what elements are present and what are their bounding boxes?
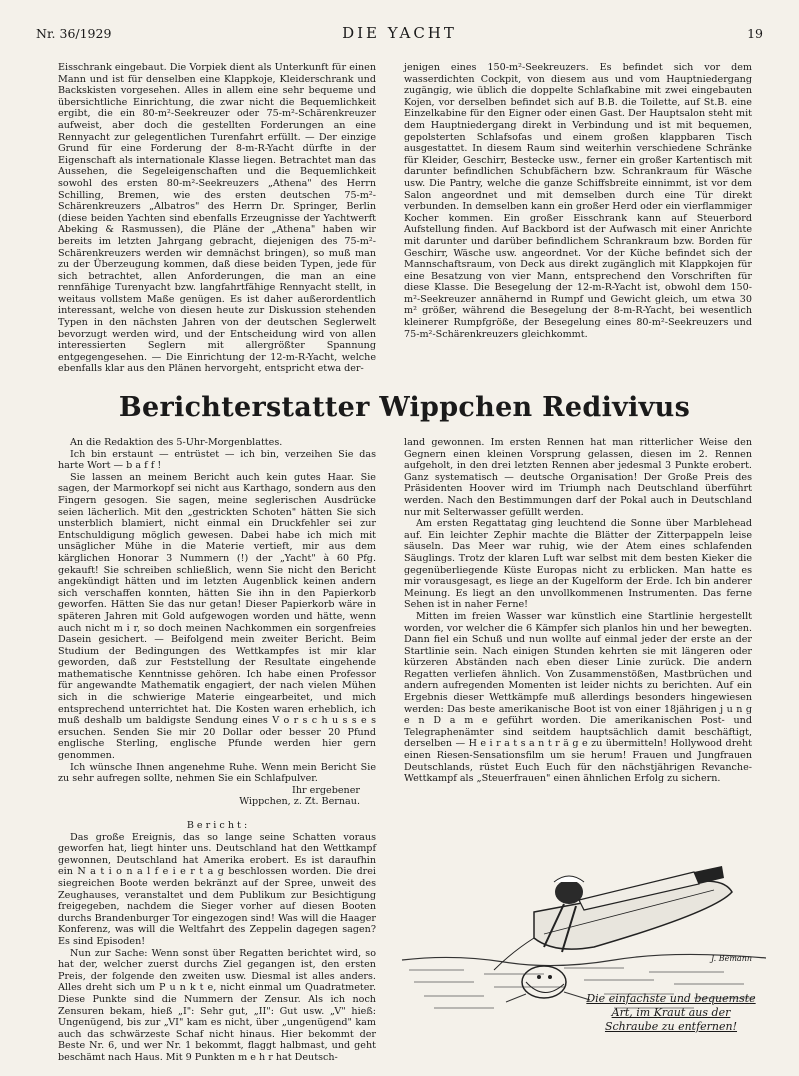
article-column-top-left xyxy=(58,62,376,375)
article-headline: Berichterstatter Wippchen Redivivus xyxy=(118,392,691,423)
paragraph: Eisschrank eingebaut. Die Vorpiek dient als Unterkunft für einen Mann und ist für denselben eine Klappkoje, Kleiderschrank und Backskisten vorgesehen. Alles in allem eine sehr bequeme und übersichtliche Einrichtung, die zwar nicht die Bequemlichkeit ergibt, die ein 80-m²-Seekreuzer oder 75-m²-Schärenkreuzer aufweist, aber doch die gestellten Forderungen an eine Rennyacht zur gelegentlichen Turenfahrt erfüllt. — Der einzige Grund für eine Forderung der 8-m-R-Yacht dürfte in der Eigenschaft als internationale Klasse liegen. Betrachtet man das Aussehen, die Segeleigenschaften und die Bequemlichkeit sowohl des ersten 80-m²-Seekreuzers „Athena" des Herrn Schilling, Bremen, wie des ersten deutschen 75-m²-Schärenkreuzers „Albatros" des Herrn Dr. Springer, Berlin (diese beiden Yachten sind ebenfalls Erzeugnisse der Yachtwerft Abeking & Rasmussen), die Pläne der „Athena" haben wir bereits im letzten Jahrgang gebracht, diejenigen des 75-m²-Schärenkreuzers werden wir demnächst bringen), so muß man zu der Überzeugung kommen, daß diese beiden Typen, jede für sich betrachtet, allen Anforderungen, die man an eine rennfähige Turenyacht bzw. langfahrtfähige Rennyacht stellt, in weitaus vollstem Maße genügen. Es ist daher außerordentlich interessant, welche von diesen heute zur Diskussion stehenden Typen in den nächsten Jahren von der deutschen Seglerwelt bevorzugt werden wird, und der Entscheidung wird von allen interessierten Seglern mit allergrößter Spannung entgegengesehen. — Die Einrichtung der 12-m-R-Yacht, welche ebenfalls klar aus den Plänen hervorgeht, entspricht etwa der- xyxy=(58,62,376,375)
paragraph: Das große Ereignis, das so lange seine Schatten voraus geworfen hat, liegt hinter uns. Deutschland hat den Wettkampf gewonnen, Deutschland hat Amerika erobert. Es ist daraufhin ein N a t i o n a l f e i e r t a g beschlossen worden. Die drei siegreichen Boote werden bekränzt auf der Spree, unweit des Zeughauses, veranstaltet und dem Publikum zur Besichtigung freigegeben, nachdem die Sieger vorher auf diesen Booten durchs Brandenburger Tor eingezogen sind! Was will die Haager Konferenz, was will die Weltfahrt des Zeppelin dagegen sagen? Es sind Episoden! xyxy=(58,831,376,947)
caption-line: Schraube zu entfernen! xyxy=(604,1020,738,1033)
magazine-title: DIE YACHT xyxy=(342,24,457,42)
report-heading: B e r i c h t : xyxy=(186,820,248,831)
cartoon-illustration xyxy=(394,842,774,1062)
issue-number: Nr. 36/1929 xyxy=(36,26,112,41)
paragraph: Ich bin erstaunt — entrüstet — ich bin, verzeihen Sie das harte Wort — b a f f ! xyxy=(58,448,376,472)
paragraph: Ich wünsche Ihnen angenehme Ruhe. Wenn mein Bericht Sie zu sehr aufregen sollte, nehmen Sie ein Schlafpulver. xyxy=(58,761,376,785)
letter-signature: Wippchen, z. Zt. Bernau. xyxy=(239,796,360,808)
caption-line: Die einfachste und bequemste xyxy=(586,992,756,1005)
artist-signature: J. Bemann xyxy=(711,954,752,963)
paragraph: Am ersten Regattatag ging leuchtend die Sonne über Marblehead auf. Ein leichter Zephir machte die Blätter der Zitterpappeln leise säuseln. Das Meer war ruhig, wie der Atem eines schlafenden Säuglings. Trotz der klaren Luft war selbst mit dem besten Kieker die gegenüberliegende Küste Europas nicht zu erblicken. Man hatte es mir vorausgesagt, es liege an der Kugelform der Erde. Ich bin anderer Meinung. Es liegt an den unvollkommenen Instrumenten. Das ferne Sehen ist in naher Ferne! xyxy=(404,518,752,611)
paragraph: Nun zur Sache: Wenn sonst über Regatten berichtet wird, so hat der, welcher zuerst durchs Ziel gegangen ist, den ersten Preis, der folgende den zweiten usw. Diesmal ist alles anders. Alles dreht sich um P u n k t e, nicht einmal um Quadratmeter. Diese Punkte sind die Nummern der Zensur. Als ich noch Zensuren bekam, hieß „I": Sehr gut, „II": Gut usw. „V" hieß: Ungenügend, bis zur „VI" kam es nicht, über „ungenügend" kam auch das schwärzeste Schaf nicht hinaus. Hier bekommt der Beste Nr. 6, und wer Nr. 1 bekommt, flaggt halbmast, und geht beschämt nach Haus. Mit 9 Punkten m e h r hat Deutsch- xyxy=(58,947,376,1063)
letter-address: An die Redaktion des 5-Uhr-Morgenblattes. xyxy=(70,437,283,448)
cartoon-caption xyxy=(586,992,756,1034)
paragraph: Sie lassen an meinem Bericht auch kein gutes Haar. Sie sagen, der Marmorkopf sei nicht aus Karthago, sondern aus den Fingern gesogen. Sie sagen, meine seglerischen Ausdrücke seien lächerlich. Mit den „gestrickten Schoten" hätten Sie sich unsterblich blamiert, nicht einmal ein Druckfehler sei zur Entschuldigung möglich gewesen. Dabei habe ich mich mit unsäglicher Mühe in die Materie vertieft, mir aus dem kärglichen Honorar 3 Nummern (!) der „Yacht" à 60 Pfg. gekauft! Sie schreiben schließlich, wenn Sie nicht den Bericht angekündigt hätten und im letzten Augenblick keinen andern sich verschaffen konnten, hätten Sie ihn in den Papierkorb geworfen. Hätten Sie das nur getan! Dieser Papierkorb wäre in späteren Jahren mit Gold aufgewogen worden und hätte, wenn auch nicht m i r, so doch meinen Nachkommen ein sorgenfreies Dasein gesichert. — Beifolgend mein zweiter Bericht. Beim Studium der Bedingungen des Wettkampfes ist mir klar geworden, daß zur Feststellung der Resultate eingehende mathematische Kenntnisse gehören. Ich habe einen Professor für angewandte Mathematik engagiert, der nach vielen Mühen sich in die schwierige Materie eingearbeitet, und mich entsprechend unterrichtet hat. Die Kosten waren erheblich, ich muß deshalb um baldigste Sendung eines V o r s c h u s s e s ersuchen. Senden Sie mir 20 Dollar oder besser 20 Pfund englische Sterling, englische Pfunde werden hier gern genommen. xyxy=(58,471,376,762)
paragraph: land gewonnen. Im ersten Rennen hat man ritterlicher Weise den Gegnern einen kleinen Vorsprung gelassen, diesen im 2. Rennen aufgeholt, in den drei letzten Rennen aber jedesmal 3 Punkte erobert. Ganz systematisch — deutsche Organisation! Der Große Preis des Präsidenten Hoover wird im Triumph nach Deutschland überführt werden. Nach den Bestimmungen darf der Pokal auch in Deutschland nur mit Selterwasser gefüllt werden. xyxy=(404,437,752,518)
letter-closing: Ihr ergebener xyxy=(292,784,360,796)
satire-column-left xyxy=(58,437,376,1063)
paragraph: Mitten im freien Wasser war künstlich eine Startlinie hergestellt worden, vor welcher die 6 Kämpfer sich planlos hin und her bewegten. Dann fiel ein Schuß und nun wollte auf einmal jeder der erste an der Startlinie sein. Nach einigen Stunden kehrten sie mit längeren oder kürzeren Abständen nach eben dieser Linie zurück. Die andern Regatten verliefen ähnlich. Von Zusammenstößen, Mastbrüchen und andern aufregenden Momenten ist leider nichts zu berichten. Auf ein Ergebnis dieser Wettkämpfe muß allerdings besonders hingewiesen werden: Das beste amerikanische Boot ist von einer 18jährigen j u n g e n D a m e geführt worden. Die amerikanischen Post- und Telegraphenämter sind seitdem hauptsächlich damit beschäftigt, derselben — H e i r a t s a n t r ä g e zu übermitteln! Hollywood dreht einen Riesen-Sensationsfilm um sie herum! Frauen und Jungfrauen Deutschlands, rüstet Euch Euch für den nächstjährigen Revanche-Wettkampf als „Steuerfrauen" einen ähnlichen Erfolg zu sichern. xyxy=(404,610,752,785)
page-number: 19 xyxy=(747,26,763,41)
page-header xyxy=(36,26,763,48)
article-column-top-right xyxy=(404,62,752,362)
satire-column-right xyxy=(404,437,752,837)
paragraph: jenigen eines 150-m²-Seekreuzers. Es befindet sich vor dem wasserdichten Cockpit, von diesem aus und vom Hauptniedergang zugängig, wie üblich die doppelte Schlafkabine mit zwei eingebauten Kojen, vor derselben befindet sich auf B.B. die Toilette, auf St.B. eine Einzelkabine für den Eigner oder einen Gast. Der Hauptsalon steht mit dem Hauptniedergang direkt in Verbindung und ist mit bequemen, gepolsterten Schlafsofas und einem großen klappbaren Tisch ausgestattet. In diesem Raum sind weiterhin verschiedene Schränke für Kleider, Geschirr, Bestecke usw., ferner ein großer Kartentisch mit darunter befindlichen Schubfächern bzw. Schrankraum für Wäsche usw. Die Pantry, welche die ganze Schiffsbreite einnimmt, ist vor dem Salon angeordnet und mit demselben durch eine Tür direkt verbunden. In demselben kann ein großer Herd oder ein vierflammiger Kocher kommen. Ein großer Eisschrank kann auf Steuerbord Aufstellung finden. Auf Backbord ist der Aufwasch mit einer Anrichte mit darunter und darüber befindlichem Schrankraum bzw. Borden für Geschirr, Wäsche usw. angeordnet. Vor der Küche befindet sich der Mannschaftsraum, von Deck aus direkt zugänglich mit Klappkojen für eine Besatzung von vier Mann, entsprechend den Vorschriften für diese Klasse. Die Besegelung der 12-m-R-Yacht ist, obwohl dem 150-m²-Seekreuzer annähernd in Rumpf und Gewicht gleich, um etwa 30 m² größer, während die Besegelung der 8-m-R-Yacht, bei wesentlich kleinerer Rumpfgröße, der Besegelung eines 80-m²-Seekreuzers und 75-m²-Schärenkreuzers gleichkommt. xyxy=(404,62,752,340)
caption-line: Art, im Kraut aus der xyxy=(611,1006,731,1019)
